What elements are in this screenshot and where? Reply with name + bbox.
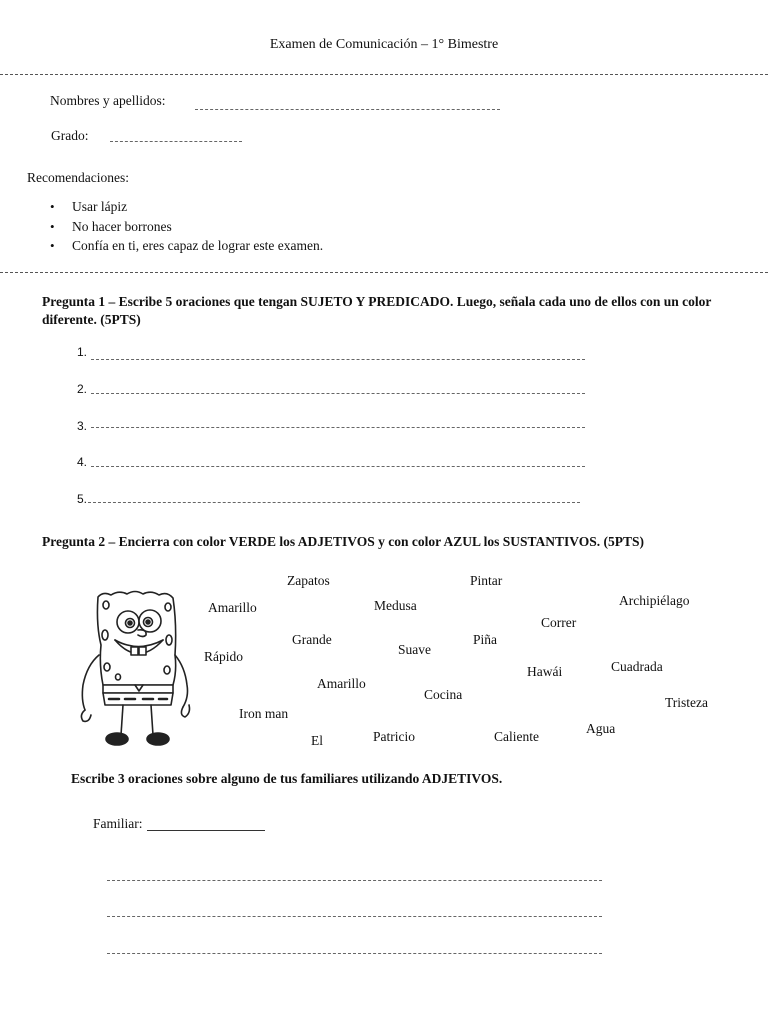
- sentence-line-2[interactable]: [107, 916, 602, 917]
- word: Agua: [586, 721, 616, 736]
- answer-line-5[interactable]: [88, 502, 580, 503]
- answer-line-1[interactable]: [91, 359, 585, 360]
- list-item: • Confía en ti, eres capaz de lograr este examen.: [50, 236, 323, 256]
- word: Patricio: [373, 729, 415, 744]
- name-label: Nombres y apellidos:: [50, 93, 166, 108]
- list-item: • Usar lápiz: [50, 197, 323, 217]
- answer-number: 1.: [77, 345, 88, 359]
- sentence-line-1[interactable]: [107, 880, 602, 881]
- word: Grande: [292, 632, 332, 647]
- exam-title: Examen de Comunicación – 1° Bimestre: [269, 37, 499, 52]
- word: Cuadrada: [611, 659, 663, 674]
- word: Suave: [398, 642, 431, 657]
- answer-line-2[interactable]: [91, 393, 585, 394]
- word: El: [311, 733, 323, 748]
- word: Correr: [541, 615, 577, 630]
- word: Hawái: [527, 664, 563, 679]
- recommendations-label: Recomendaciones:: [27, 170, 129, 185]
- word: Caliente: [494, 729, 539, 744]
- spongebob-illustration-icon: [73, 585, 201, 750]
- familiar-blank[interactable]: [147, 830, 265, 831]
- word: Amarillo: [208, 600, 257, 615]
- answer-number: 3.: [77, 419, 88, 433]
- word: Amarillo: [317, 676, 366, 691]
- recommendations-list: [50, 197, 323, 256]
- word: Pintar: [470, 573, 503, 588]
- word: Piña: [473, 632, 498, 647]
- word: Zapatos: [287, 573, 330, 588]
- question-3-text: Escribe 3 oraciones sobre alguno de tus familiares utilizando ADJETIVOS.: [71, 771, 503, 786]
- name-blank[interactable]: [195, 109, 500, 110]
- word: Archipiélago: [619, 593, 690, 608]
- word: Cocina: [424, 687, 463, 702]
- word: Rápido: [204, 649, 243, 664]
- list-item: • No hacer borrones: [50, 217, 323, 237]
- question-2-text: Pregunta 2 – Encierra con color VERDE los ADJETIVOS y con color AZUL los SUSTANTIVOS. (5PTS): [42, 534, 645, 549]
- separator-top: [0, 74, 768, 75]
- grade-blank[interactable]: [110, 141, 242, 142]
- grade-label: Grado:: [51, 128, 89, 143]
- sentence-line-3[interactable]: [107, 953, 602, 954]
- answer-line-3[interactable]: [91, 427, 585, 428]
- answer-number: 2.: [77, 382, 88, 396]
- separator-middle: [0, 272, 768, 273]
- answer-line-4[interactable]: [91, 466, 585, 467]
- question-1-text: Pregunta 1 – Escribe 5 oraciones que tengan SUJETO Y PREDICADO. Luego, señala cada uno de ellos con un color diferente. (5PTS): [42, 294, 712, 327]
- answer-number: 4.: [77, 455, 88, 469]
- word: Tristeza: [665, 695, 708, 710]
- familiar-label: Familiar:: [93, 816, 143, 831]
- answer-number: 5.: [77, 492, 88, 506]
- word: Iron man: [239, 706, 289, 721]
- word: Medusa: [374, 598, 417, 613]
